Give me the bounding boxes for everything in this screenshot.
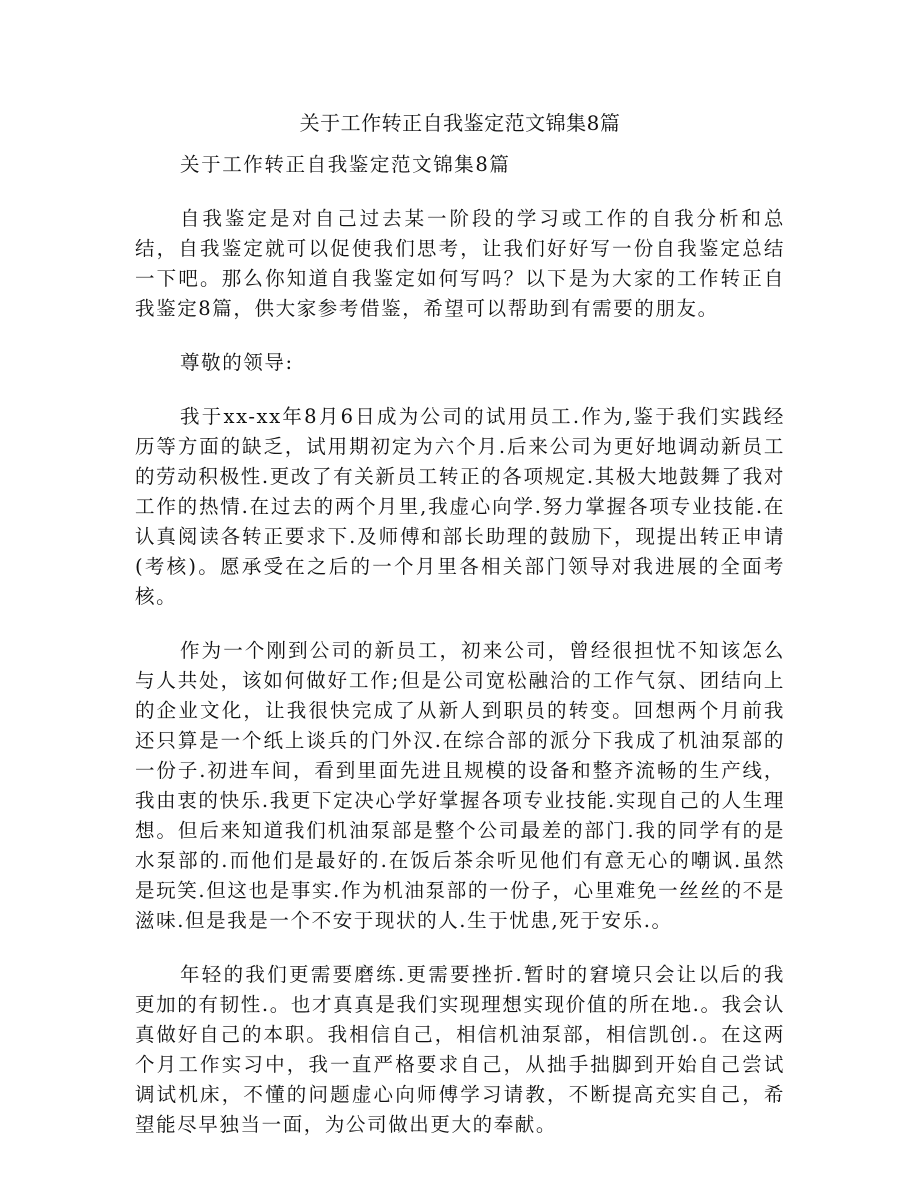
document-title: 关于工作转正自我鉴定范文锦集8篇 <box>299 111 621 135</box>
document-body <box>135 150 785 1164</box>
paragraph-application: 我于xx-xx年8月6日成为公司的试用员工.作为,鉴于我们实践经历等方面的缺乏，试用期初定为六个月.后来公司为更好地调动新员工的劳动积极性.更改了有关新员工转正的各项规定.其极大地鼓舞了我对工作的热情.在过去的两个月里,我虚心向学.努力掌握各项专业技能.在认真阅读各转正要求下.及师傅和部长助理的鼓励下，现提出转正申请(考核)。愿承受在之后的一个月里各相关部门领导对我进展的全面考核。 <box>135 405 785 608</box>
paragraph-subtitle: 关于工作转正自我鉴定范文锦集8篇 <box>180 153 511 176</box>
paragraph-experience: 作为一个刚到公司的新员工，初来公司，曾经很担忧不知该怎么与人共处，该如何做好工作;但是公司宽松融洽的工作气氛、团结向上的企业文化，让我很快完成了从新人到职员的转变。回想两个月前我还只算是一个纸上谈兵的门外汉.在综合部的派分下我成了机油泵部的一份子.初进车间，看到里面先进且规模的设备和整齐流畅的生产线，我由衷的快乐.我更下定决心学好掌握各项专业技能.实现自己的人生理想。但后来知道我们机油泵部是整个公司最差的部门.我的同学有的是水泵部的.而他们是最好的.在饭后茶余听见他们有意无心的嘲讽.虽然是玩笑.但这也是事实.作为机油泵部的一份子，心里难免一丝丝的不是滋味.但是我是一个不安于现状的人.生于忧患,死于安乐.。 <box>135 639 785 932</box>
paragraph-resolution: 年轻的我们更需要磨练.更需要挫折.暂时的窘境只会让以后的我更加的有韧性.。也才真真是我们实现理想实现价值的所在地.。我会认真做好自己的本职。我相信自己，相信机油泵部，相信凯创.。在这两个月工作实习中，我一直严格要求自己，从拙手拙脚到开始自己尝试调试机床，不懂的问题虚心向师傅学习请教，不断提高充实自己，希望能尽早独当一面，为公司做出更大的奉献。 <box>135 963 785 1136</box>
paragraph-intro: 自我鉴定是对自己过去某一阶段的学习或工作的自我分析和总结，自我鉴定就可以促使我们思考，让我们好好写一份自我鉴定总结一下吧。那么你知道自我鉴定如何写吗？以下是为大家的工作转正自我鉴定8篇，供大家参考借鉴，希望可以帮助到有需要的朋友。 <box>135 207 785 320</box>
paragraph-salutation: 尊敬的领导: <box>180 351 294 374</box>
